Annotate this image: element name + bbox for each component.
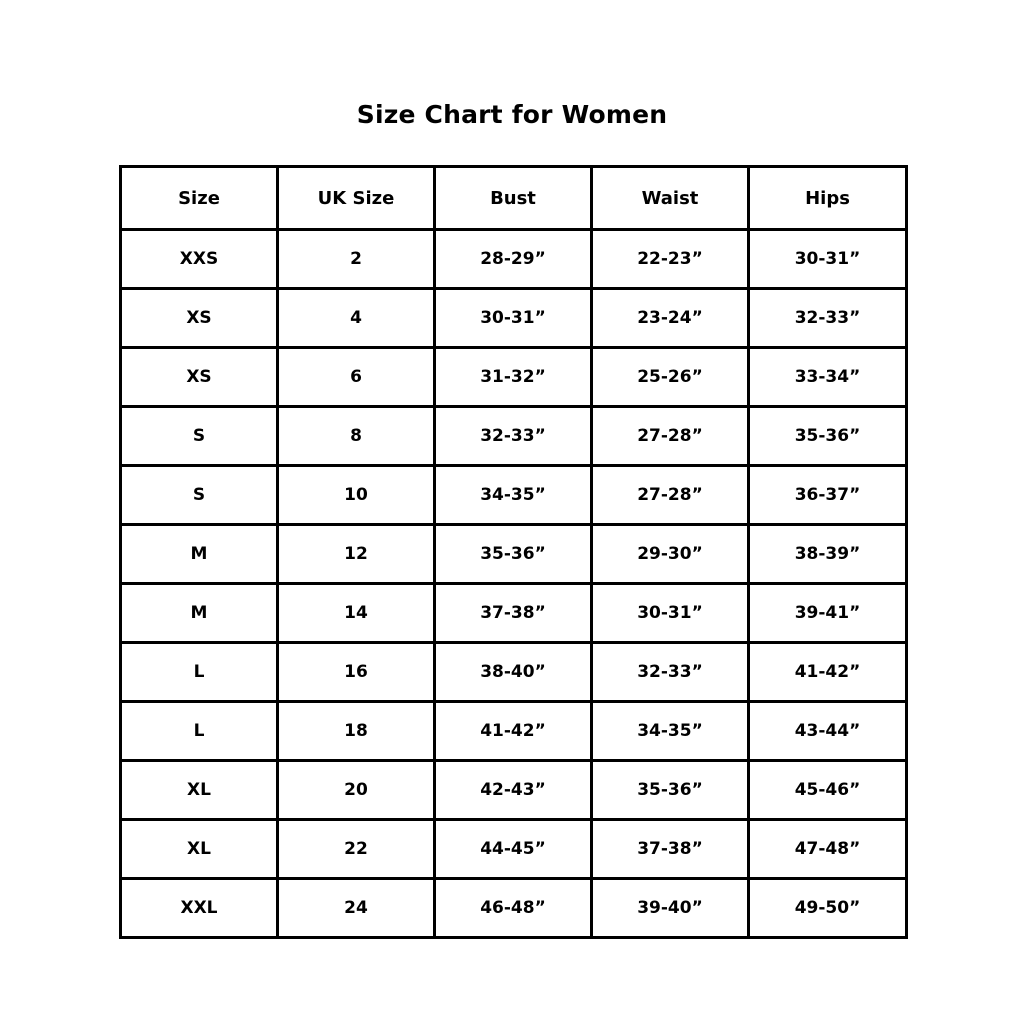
cell-waist: 32-33”: [592, 643, 749, 702]
cell-size: S: [121, 466, 278, 525]
cell-bust: 34-35”: [435, 466, 592, 525]
cell-bust: 41-42”: [435, 702, 592, 761]
cell-uk-size: 14: [278, 584, 435, 643]
cell-uk-size: 8: [278, 407, 435, 466]
cell-hips: 47-48”: [749, 820, 907, 879]
cell-bust: 42-43”: [435, 761, 592, 820]
table-row: [121, 820, 907, 879]
column-header-size: Size: [121, 167, 278, 230]
table-row: [121, 761, 907, 820]
table-row: [121, 289, 907, 348]
size-chart-table: [119, 165, 908, 939]
cell-size: XS: [121, 348, 278, 407]
cell-size: S: [121, 407, 278, 466]
column-header-uk-size: UK Size: [278, 167, 435, 230]
table-row: [121, 643, 907, 702]
cell-waist: 27-28”: [592, 466, 749, 525]
cell-hips: 43-44”: [749, 702, 907, 761]
cell-size: XXL: [121, 879, 278, 938]
cell-uk-size: 16: [278, 643, 435, 702]
cell-bust: 46-48”: [435, 879, 592, 938]
cell-waist: 22-23”: [592, 230, 749, 289]
cell-hips: 41-42”: [749, 643, 907, 702]
table-header-row: [121, 167, 907, 230]
cell-uk-size: 10: [278, 466, 435, 525]
cell-uk-size: 2: [278, 230, 435, 289]
table-row: [121, 230, 907, 289]
cell-bust: 32-33”: [435, 407, 592, 466]
cell-bust: 28-29”: [435, 230, 592, 289]
cell-bust: 44-45”: [435, 820, 592, 879]
table-header: [121, 167, 907, 230]
cell-uk-size: 24: [278, 879, 435, 938]
cell-uk-size: 6: [278, 348, 435, 407]
cell-uk-size: 22: [278, 820, 435, 879]
column-header-hips: Hips: [749, 167, 907, 230]
table-row: [121, 879, 907, 938]
cell-size: M: [121, 525, 278, 584]
cell-hips: 49-50”: [749, 879, 907, 938]
cell-size: XL: [121, 761, 278, 820]
cell-bust: 35-36”: [435, 525, 592, 584]
cell-hips: 30-31”: [749, 230, 907, 289]
cell-hips: 35-36”: [749, 407, 907, 466]
cell-size: L: [121, 702, 278, 761]
cell-waist: 25-26”: [592, 348, 749, 407]
cell-size: XXS: [121, 230, 278, 289]
cell-bust: 31-32”: [435, 348, 592, 407]
cell-uk-size: 12: [278, 525, 435, 584]
cell-waist: 34-35”: [592, 702, 749, 761]
cell-waist: 30-31”: [592, 584, 749, 643]
cell-hips: 32-33”: [749, 289, 907, 348]
cell-bust: 38-40”: [435, 643, 592, 702]
cell-hips: 45-46”: [749, 761, 907, 820]
table-row: [121, 525, 907, 584]
table-row: [121, 348, 907, 407]
cell-hips: 33-34”: [749, 348, 907, 407]
cell-waist: 23-24”: [592, 289, 749, 348]
cell-waist: 39-40”: [592, 879, 749, 938]
cell-uk-size: 4: [278, 289, 435, 348]
column-header-bust: Bust: [435, 167, 592, 230]
cell-hips: 39-41”: [749, 584, 907, 643]
size-chart-table-wrapper: [119, 165, 905, 939]
table-row: [121, 466, 907, 525]
cell-uk-size: 18: [278, 702, 435, 761]
cell-size: L: [121, 643, 278, 702]
cell-bust: 30-31”: [435, 289, 592, 348]
cell-uk-size: 20: [278, 761, 435, 820]
page-title: Size Chart for Women: [356, 100, 668, 129]
column-header-waist: Waist: [592, 167, 749, 230]
cell-hips: 38-39”: [749, 525, 907, 584]
table-row: [121, 584, 907, 643]
cell-size: XL: [121, 820, 278, 879]
cell-waist: 37-38”: [592, 820, 749, 879]
cell-hips: 36-37”: [749, 466, 907, 525]
cell-waist: 29-30”: [592, 525, 749, 584]
cell-size: XS: [121, 289, 278, 348]
cell-waist: 27-28”: [592, 407, 749, 466]
cell-size: M: [121, 584, 278, 643]
table-body: [121, 230, 907, 938]
cell-waist: 35-36”: [592, 761, 749, 820]
table-row: [121, 702, 907, 761]
cell-bust: 37-38”: [435, 584, 592, 643]
table-row: [121, 407, 907, 466]
